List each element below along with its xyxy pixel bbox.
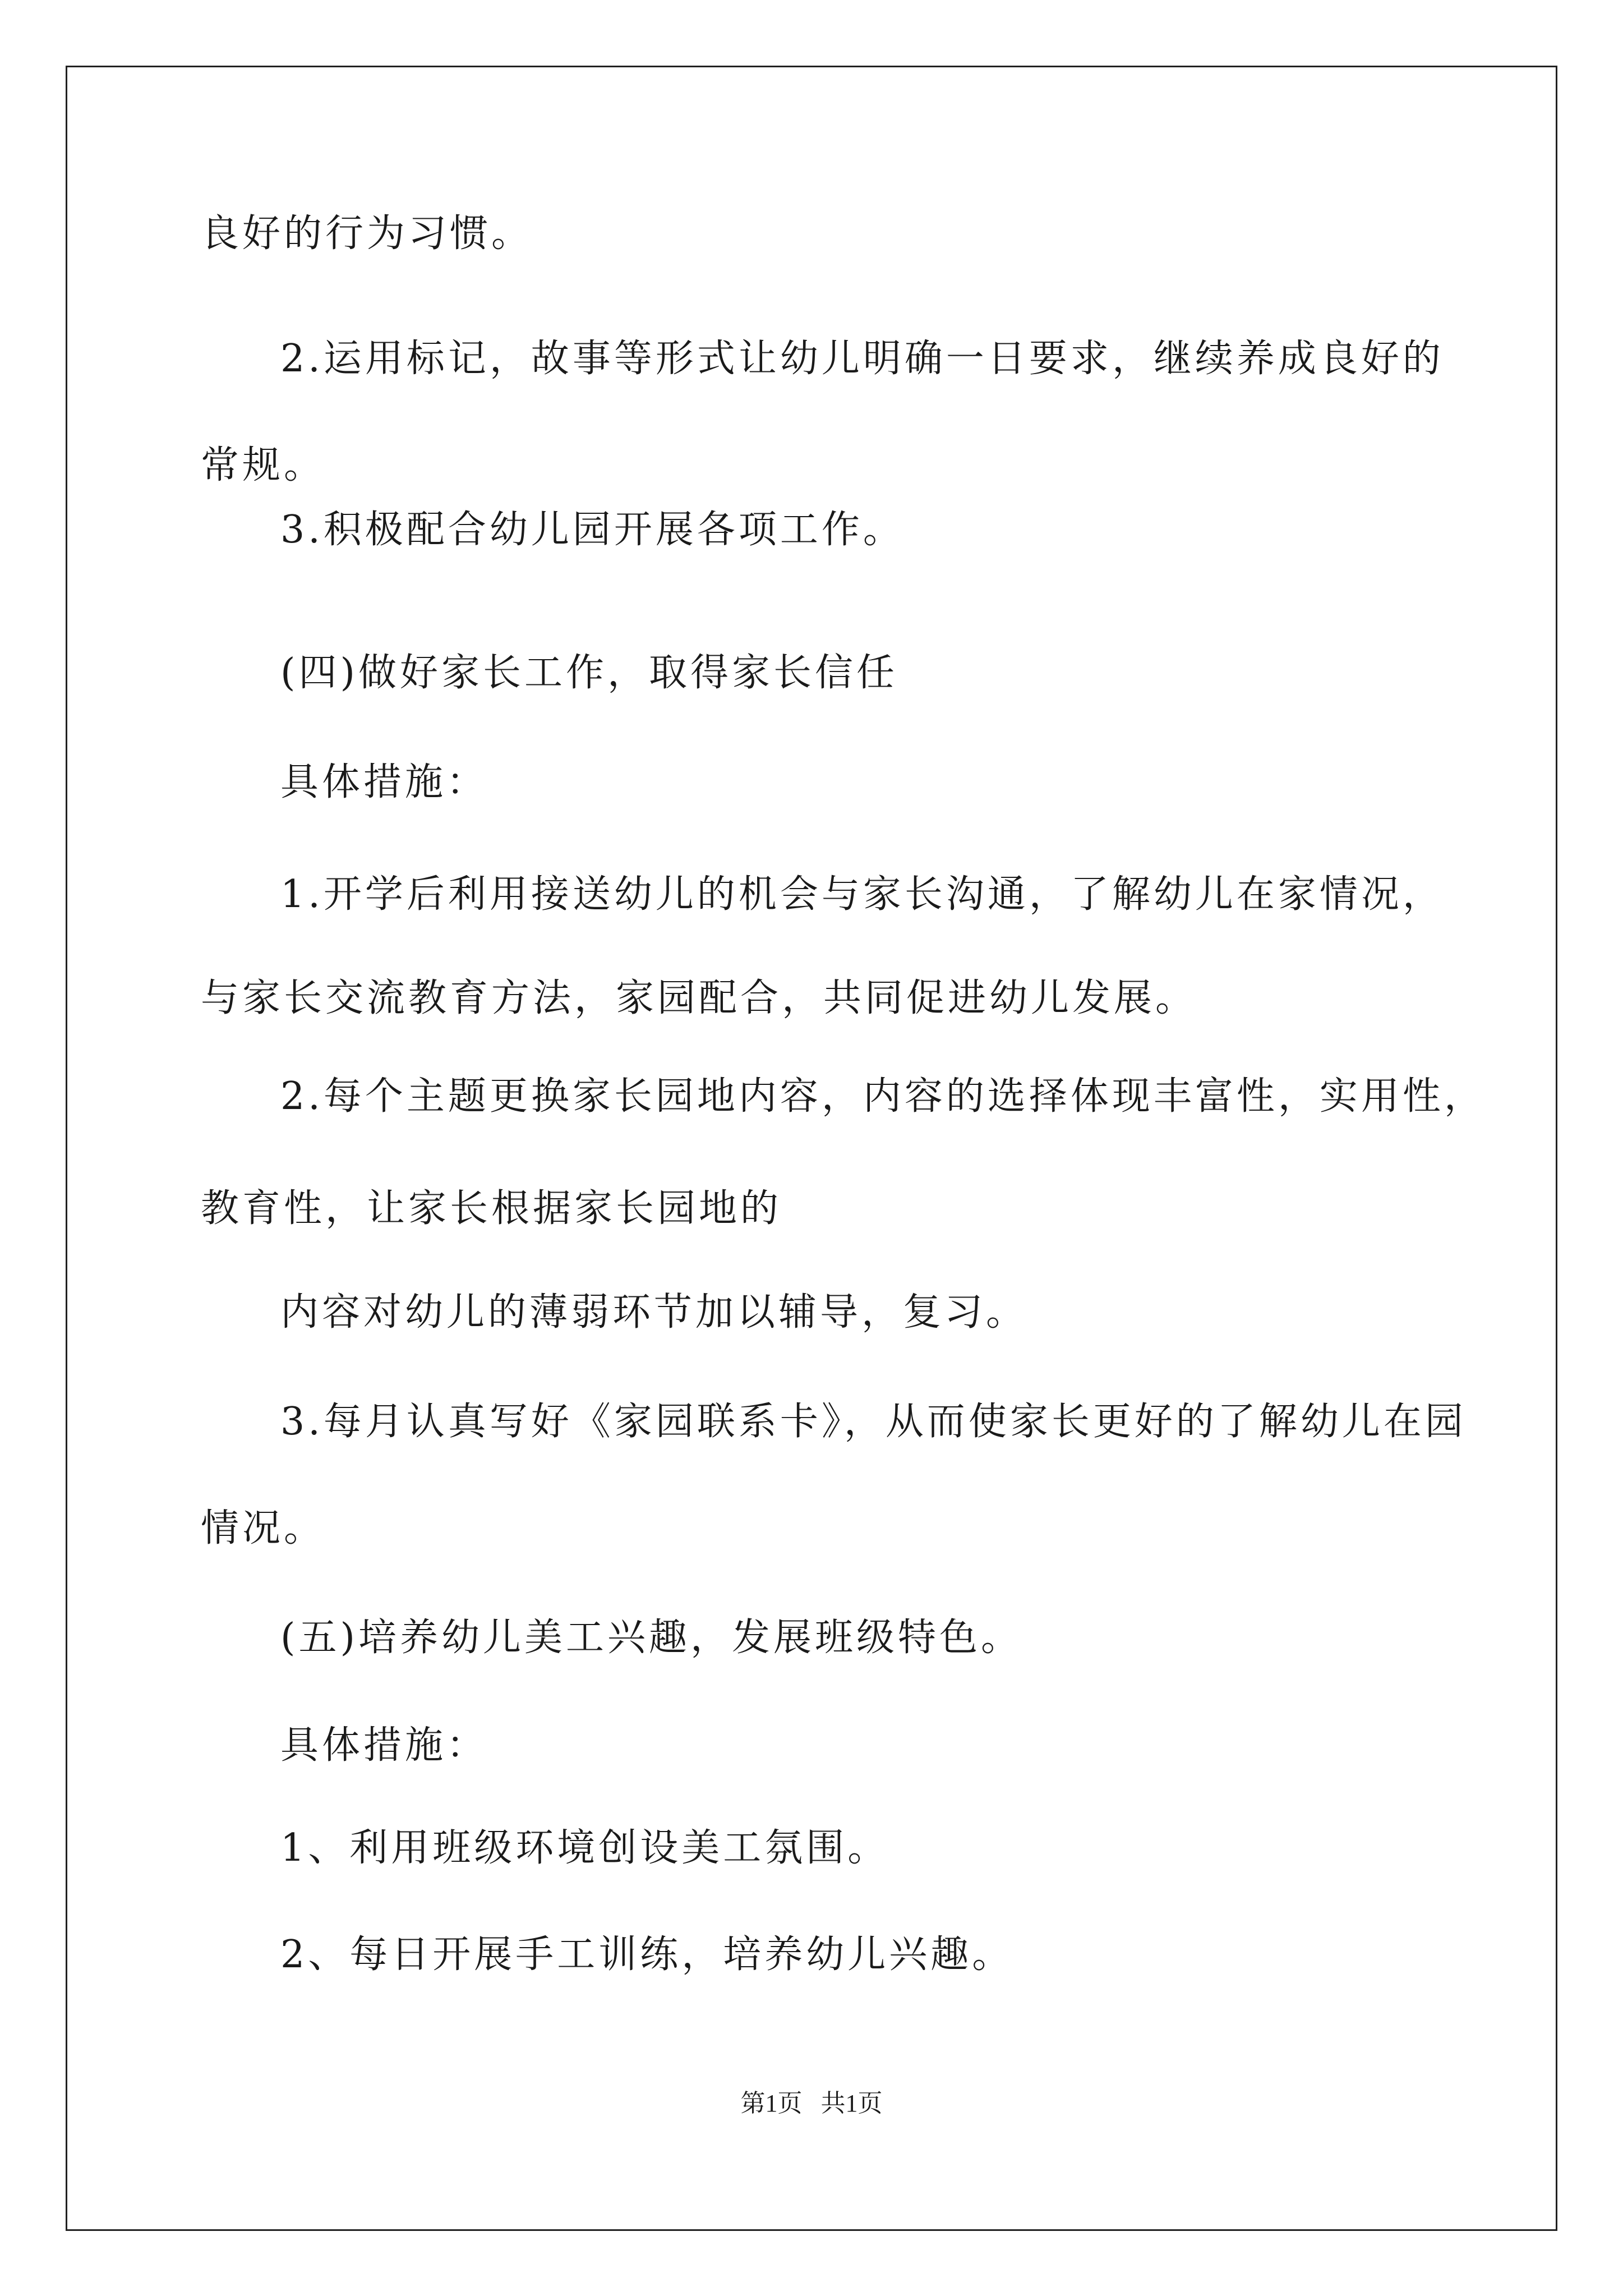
section-heading: (五)培养幼儿美工兴趣，发展班级特色。 — [280, 1616, 1023, 1660]
text-line: 2、每日开展手工训练，培养幼儿兴趣。 — [280, 1932, 1014, 1977]
text-line: 内容对幼儿的薄弱环节加以辅导，复习。 — [280, 1290, 1028, 1335]
page-border — [66, 66, 1557, 2231]
page-number-footer: 第1页 共1页 — [740, 2090, 883, 2117]
text-line: 良好的行为习惯。 — [201, 211, 533, 256]
text-line: 与家长交流教育方法，家园配合，共同促进幼儿发展。 — [201, 976, 1197, 1020]
text-line: 教育性，让家长根据家长园地的 — [201, 1186, 782, 1231]
section-heading: (四)做好家长工作，取得家长信任 — [280, 651, 898, 695]
text-line: 1、利用班级环境创设美工氛围。 — [280, 1826, 889, 1870]
text-line: 3.每月认真写好《家园联系卡》，从而使家长更好的了解幼儿在园 — [280, 1400, 1467, 1444]
text-line: 2.每个主题更换家长园地内容，内容的选择体现丰富性，实用性， — [280, 1074, 1486, 1119]
text-line: 常规。 — [201, 443, 326, 487]
text-line: 2.运用标记，故事等形式让幼儿明确一日要求，继续养成良好的 — [280, 337, 1444, 381]
text-line: 具体措施： — [280, 1723, 488, 1768]
text-line: 3.积极配合幼儿园开展各项工作。 — [280, 508, 905, 552]
text-line: 情况。 — [201, 1506, 326, 1550]
text-line: 1.开学后利用接送幼儿的机会与家长沟通，了解幼儿在家情况， — [280, 872, 1444, 917]
text-line: 具体措施： — [280, 760, 488, 804]
